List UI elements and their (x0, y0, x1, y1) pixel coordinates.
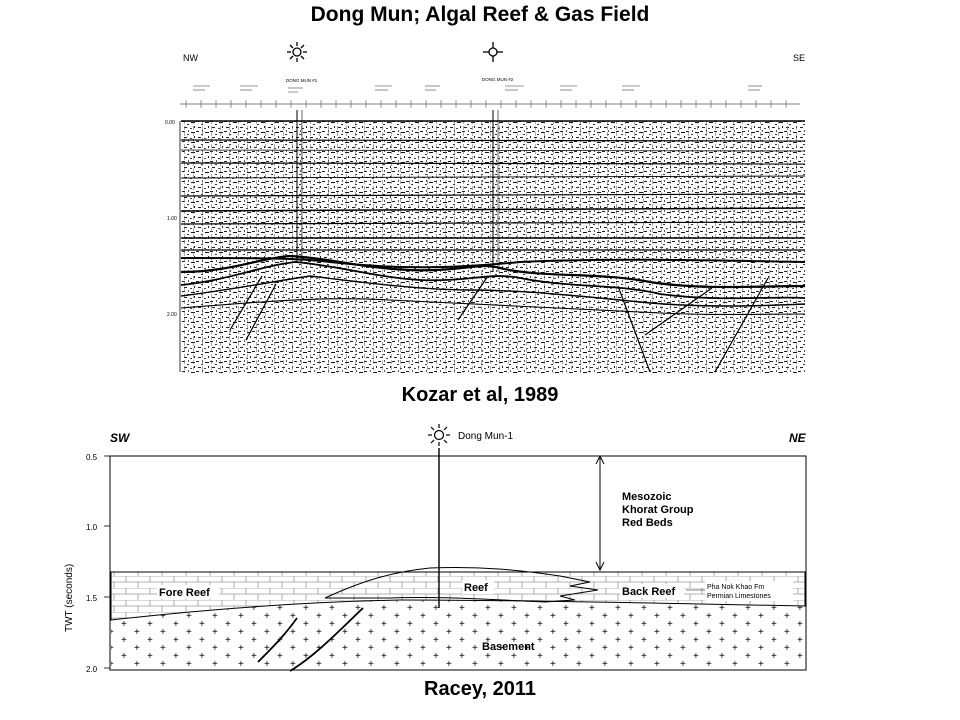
seismic-caption: Kozar et al, 1989 (401, 384, 559, 406)
seismic-dir-left: NW (183, 53, 198, 63)
gas-well-2-icon (483, 42, 503, 62)
well-label: Dong Mun-1 (458, 431, 514, 442)
back-reef-label: Back Reef (622, 586, 676, 598)
section-dir-right: NE (789, 431, 806, 445)
section-caption: Racey, 2011 (424, 678, 536, 700)
time-label-0: 0.00 (165, 120, 175, 126)
gas-well-icon (428, 424, 450, 446)
basement-label: Basement (482, 641, 535, 653)
y-tick-1: 1.0 (86, 523, 98, 532)
y-tick-0: 0.5 (86, 453, 98, 462)
shotpoint-annotations (193, 86, 762, 92)
red-beds-line-1: Mesozoic (622, 491, 672, 503)
red-beds-line-3: Red Beds (622, 517, 673, 529)
formation-label-2: Permian Limestones (707, 593, 771, 600)
formation-label-1: Pha Nok Khao Fm (707, 584, 765, 591)
y-axis-label: TWT (seconds) (64, 563, 75, 632)
basement-unit (111, 600, 805, 669)
y-tick-3: 2.0 (86, 665, 98, 674)
fore-reef-label: Fore Reef (159, 587, 210, 599)
red-beds-line-2: Khorat Group (622, 504, 694, 516)
reef-label: Reef (464, 582, 488, 594)
y-axis-ticks (104, 456, 110, 668)
geologic-cross-section (0, 420, 960, 680)
well-label-1: DONG MUN #1 (286, 78, 318, 83)
y-tick-2: 1.5 (86, 594, 98, 603)
time-label-1: 1.00 (167, 216, 177, 222)
seismic-dir-right: SE (793, 53, 806, 63)
time-label-2: 2.00 (167, 312, 177, 318)
section-dir-left: SW (110, 431, 130, 445)
well-label-2: DONG MUN #2 (482, 77, 514, 82)
page-title: Dong Mun; Algal Reef & Gas Field (310, 3, 650, 26)
gas-well-1-icon (287, 42, 307, 62)
